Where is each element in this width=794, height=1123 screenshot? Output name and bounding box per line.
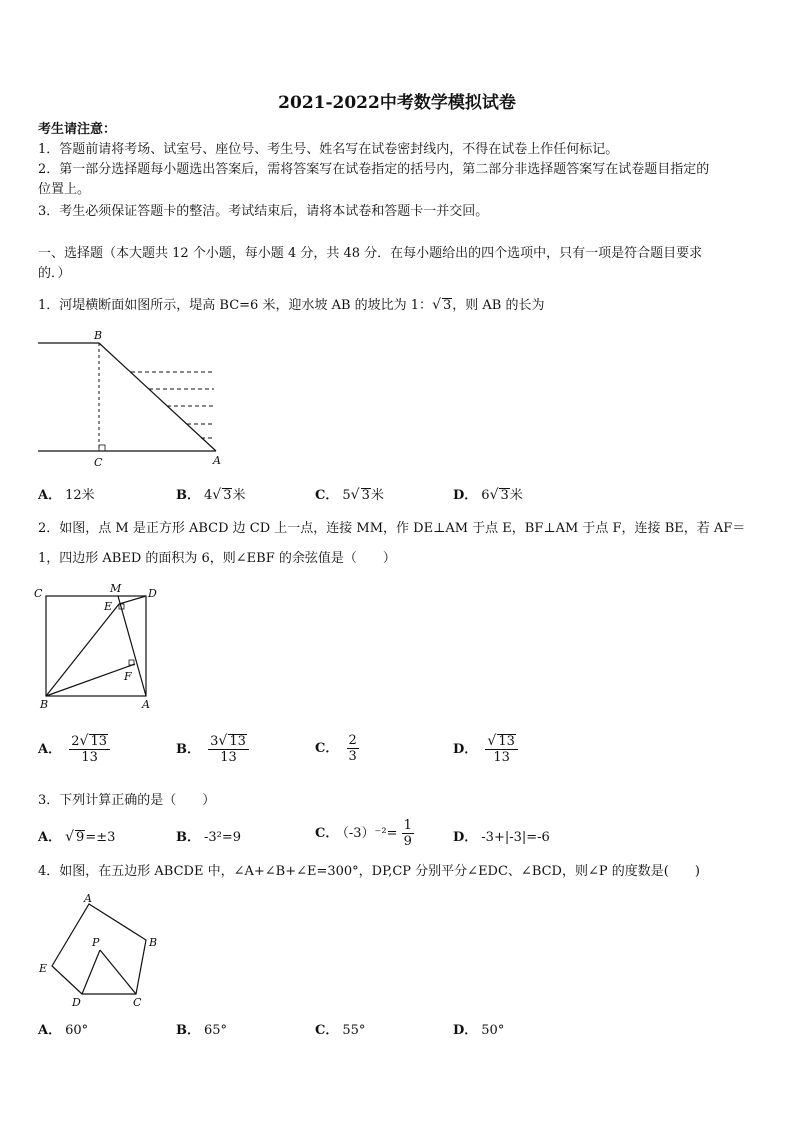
q3-option-d[interactable]: D． -3+|-3|=-6 [453, 830, 550, 845]
q4-label-c: C [133, 996, 142, 1009]
q4-label-p: P [92, 936, 100, 949]
q4-figure [34, 890, 164, 1010]
q2-option-a[interactable]: A． $\frac{2√ 13}{13}$ [38, 733, 110, 765]
q4-option-b[interactable]: B． 65° [176, 1023, 228, 1038]
q2-option-b[interactable]: B． $\frac{3√ 13}{13}$ [176, 733, 249, 765]
q3-stem: 3．下列计算正确的是（ ） [38, 793, 216, 808]
q1-label-c: C [94, 456, 103, 469]
q4-label-d: D [72, 996, 81, 1009]
q2-stem: 2．如图，点 M 是正方形 ABCD 边 CD 上一点，连接 MM，作 DE⊥AM 于点 E，BF⊥AM 于点 F，连接 BE，若 AF＝ [38, 521, 746, 536]
notice-item: 3．考生必须保证答题卡的整洁。考试结束后，请将本试卷和答题卡一并交回。 [38, 204, 489, 219]
q1-radicand: 3 [442, 298, 452, 313]
notice-item: 1．答题前请将考场、试室号、座位号、考生号、姓名写在试卷密封线内，不得在试卷上作任何标记。 [38, 142, 619, 157]
q2-label-c: C [34, 587, 43, 600]
q1-figure [36, 328, 226, 470]
q1-label-a: A [213, 454, 221, 467]
q2-option-c[interactable]: C． $\frac{2}{3}$ [315, 733, 357, 764]
section-heading: 一、选择题（本大题共 12 个小题，每小题 4 分，共 48 分．在每小题给出的四个选项中，只有一项是符合题目要求 [38, 246, 703, 261]
q2-label-b: B [40, 698, 49, 711]
q2-label-d: D [148, 587, 157, 600]
q1-option-d[interactable]: D． 6√ 3米 [453, 487, 523, 503]
page-title: 2021-2022中考数学模拟试卷 [278, 93, 516, 113]
q1-stem: 1．河堤横断面如图所示，堤高 BC=6 米，迎水坡 AB 的坡比为 1：√ 3，则 AB 的长为 [38, 297, 545, 313]
q4-stem: 4．如图，在五边形 ABCDE 中，∠A+∠B+∠E=300°，DP,CP 分别平分∠EDC、∠BCD，则∠P 的度数是( ) [38, 864, 700, 879]
notice-heading: 考生请注意： [38, 122, 117, 137]
q1-option-a[interactable]: A． 12米 [38, 488, 95, 503]
q1-label-b: B [94, 329, 103, 342]
q4-label-a: A [84, 892, 92, 905]
notice-item: 2．第一部分选择题每小题选出答案后，需将答案写在试卷指定的括号内，第二部分非选择题答案写在试卷题目指定的 [38, 162, 710, 177]
q2-option-d[interactable]: D． $\frac{√ 13}{13}$ [453, 733, 518, 765]
q2-stem-cont: 1，四边形 ABED 的面积为 6，则∠EBF 的余弦值是（ ） [38, 551, 396, 566]
q4-option-c[interactable]: C． 55° [315, 1023, 366, 1038]
q3-option-a[interactable]: A． √ 9=±3 [38, 829, 116, 845]
q2-label-m: M [110, 582, 122, 595]
section-heading-cont: 的．） [38, 266, 71, 281]
q4-option-a[interactable]: A． 60° [38, 1023, 89, 1038]
q3-option-b[interactable]: B． -3²=9 [176, 830, 242, 845]
q2-label-a: A [142, 698, 150, 711]
q4-label-e: E [39, 962, 48, 975]
q2-label-f: F [124, 670, 132, 683]
q4-option-d[interactable]: D． 50° [453, 1023, 505, 1038]
q4-label-b: B [149, 936, 158, 949]
q2-label-e: E [104, 600, 113, 613]
q1-option-c[interactable]: C． 5√ 3米 [315, 487, 384, 503]
q1-option-b[interactable]: B． 4√ 3米 [176, 487, 246, 503]
notice-item: 位置上。 [38, 182, 91, 197]
q2-figure [34, 582, 164, 712]
q3-option-c[interactable]: C． （-3）⁻²= $\frac{1}{9}$ [315, 818, 412, 849]
